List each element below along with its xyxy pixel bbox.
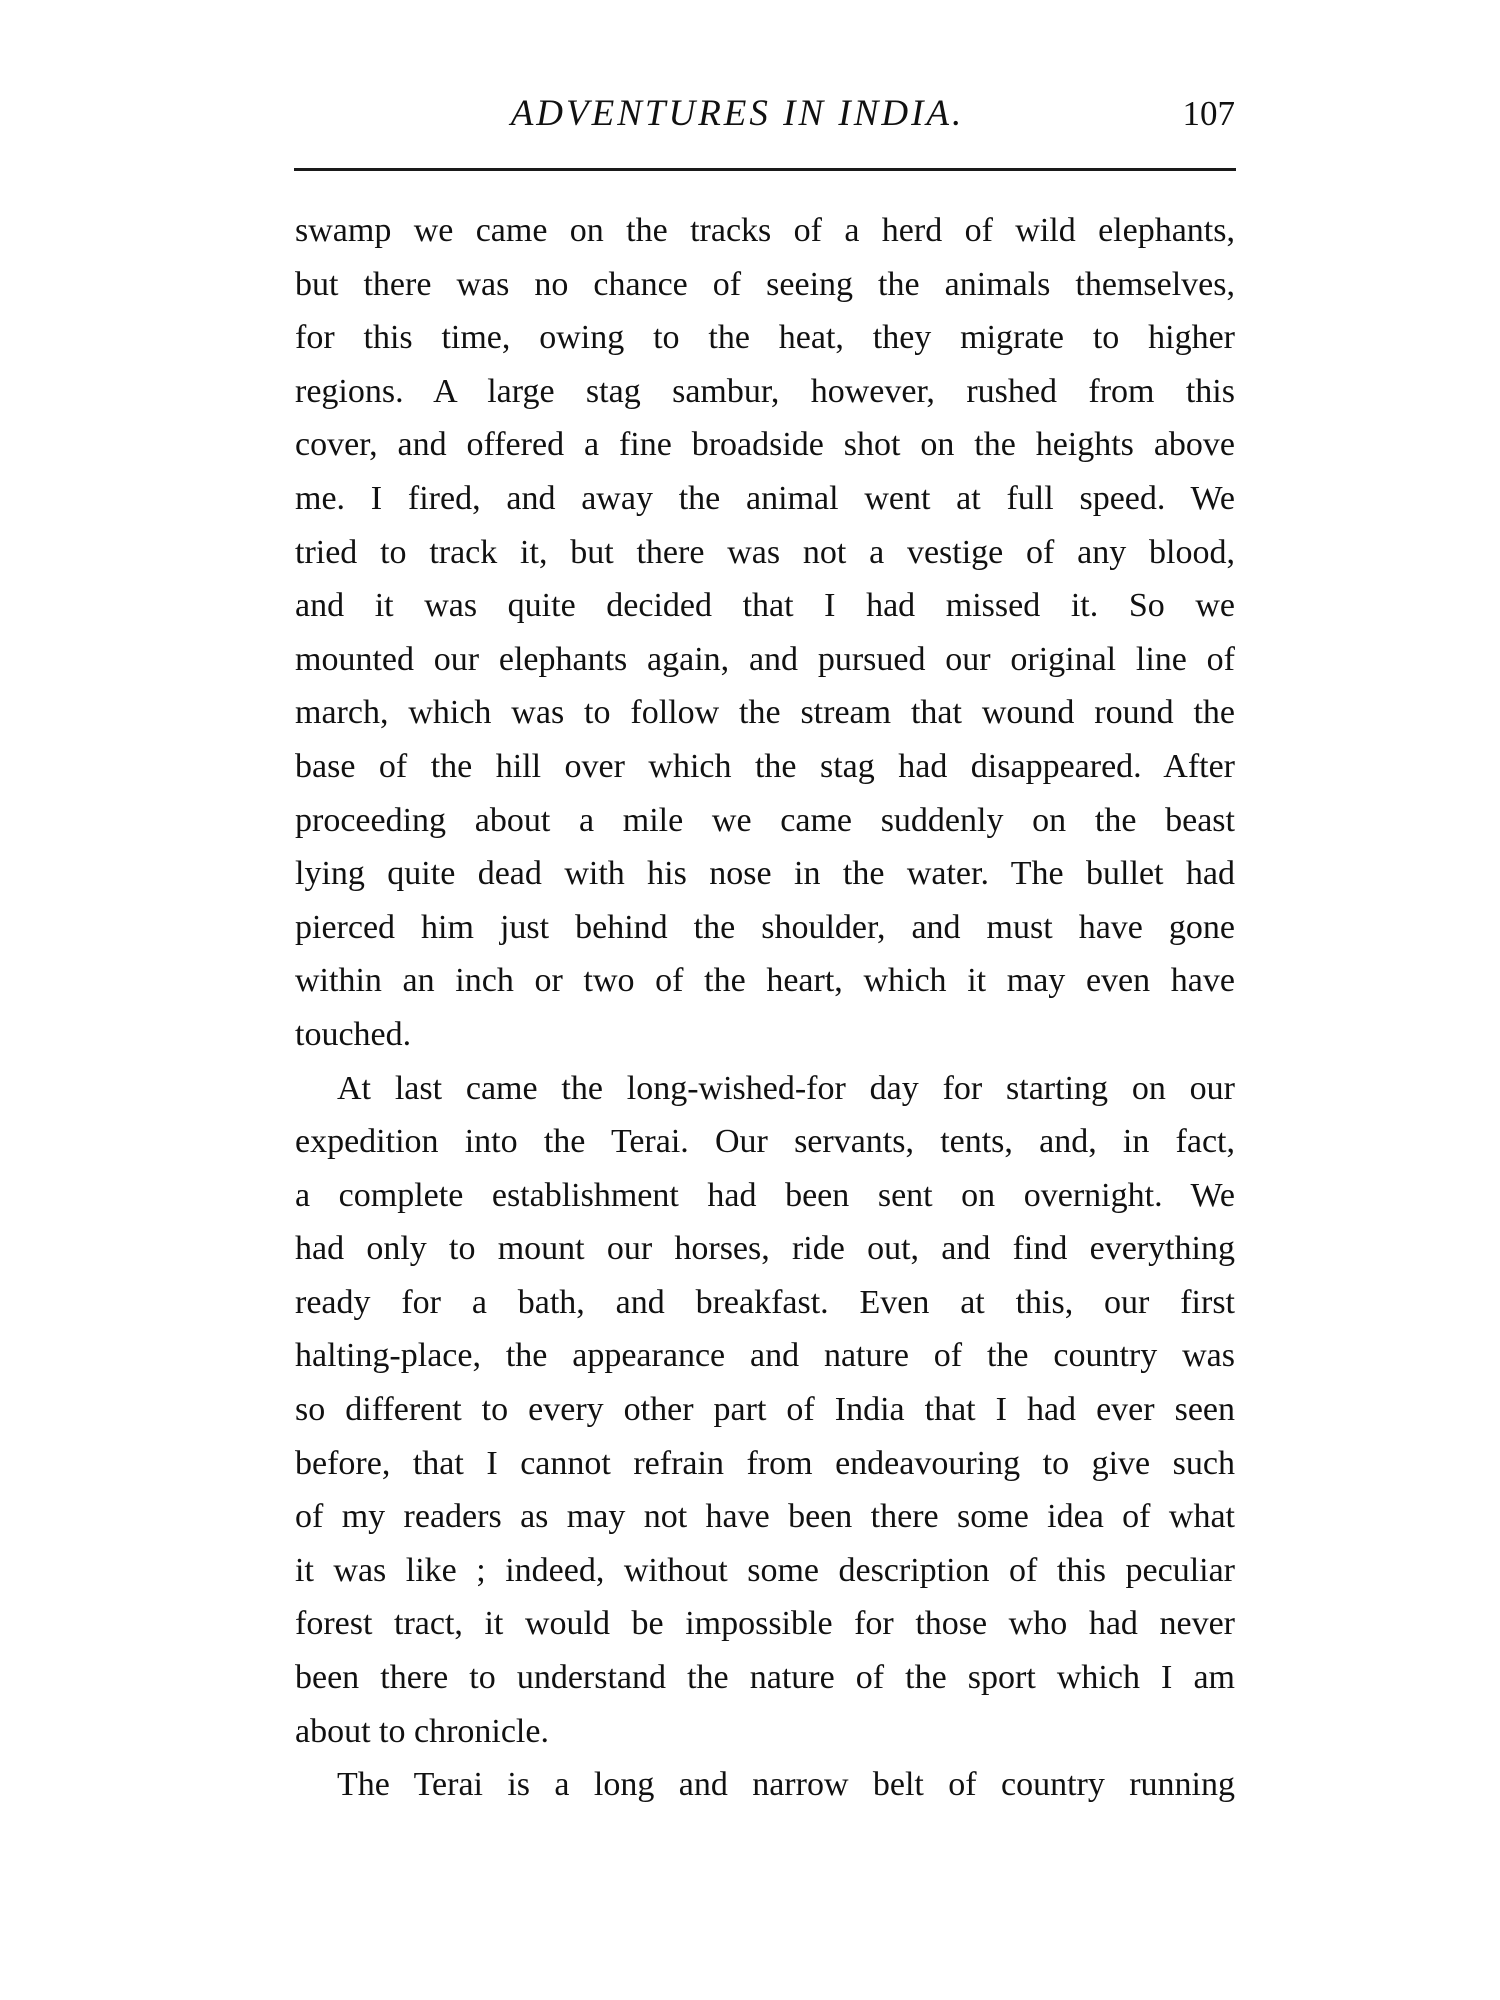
- text-line: of my readers as may not have been there some idea of what: [295, 1498, 1235, 1536]
- body-text: [295, 204, 1235, 1812]
- text-line: within an inch or two of the heart, which it may even have: [295, 962, 1235, 1000]
- text-line: cover, and offered a fine broadside shot on the heights above: [295, 426, 1235, 464]
- text-line: expedition into the Terai. Our servants, tents, and, in fact,: [295, 1123, 1235, 1161]
- text-line: march, which was to follow the stream that wound round the: [295, 694, 1235, 732]
- text-line: and it was quite decided that I had missed it. So we: [295, 587, 1235, 625]
- text-line: pierced him just behind the shoulder, and must have gone: [295, 908, 1235, 946]
- text-line: base of the hill over which the stag had disappeared. After: [295, 747, 1235, 785]
- text-line: swamp we came on the tracks of a herd of wild elephants,: [295, 212, 1235, 249]
- header-rule: [294, 168, 1236, 171]
- text-line: touched.: [295, 1015, 412, 1053]
- text-line: lying quite dead with his nose in the water. The bullet had: [295, 855, 1235, 893]
- text-line: been there to understand the nature of the sport which I am: [295, 1659, 1235, 1697]
- text-line: but there was no chance of seeing the animals themselves,: [295, 265, 1235, 303]
- text-line: had only to mount our horses, ride out, and find everything: [295, 1230, 1235, 1268]
- running-title: ADVENTURES IN INDIA.: [510, 93, 965, 134]
- text-line: me. I fired, and away the animal went at full speed. We: [295, 479, 1235, 517]
- text-line: it was like ; indeed, without some description of this peculiar: [295, 1551, 1235, 1589]
- text-line: before, that I cannot refrain from endeavouring to give such: [295, 1444, 1235, 1482]
- text-line: halting-place, the appearance and nature of the country was: [295, 1337, 1235, 1375]
- paragraph-3: [295, 1758, 1235, 1812]
- text-line: forest tract, it would be impossible for those who had never: [295, 1605, 1235, 1643]
- text-line: proceeding about a mile we came suddenly on the beast: [295, 801, 1235, 839]
- text-line: regions. A large stag sambur, however, rushed from this: [295, 372, 1235, 410]
- text-line: about to chronicle.: [295, 1712, 549, 1750]
- paragraph-1: [295, 204, 1235, 1062]
- text-line: At last came the long-wished-for day for starting on our: [337, 1069, 1235, 1107]
- text-line: a complete establishment had been sent on overnight. We: [295, 1176, 1235, 1214]
- text-line: so different to every other part of India that I had ever seen: [295, 1391, 1235, 1429]
- text-line: The Terai is a long and narrow belt of country running: [337, 1766, 1235, 1804]
- paragraph-2: [295, 1062, 1235, 1759]
- text-line: ready for a bath, and breakfast. Even at this, our first: [295, 1283, 1235, 1321]
- text-line: mounted our elephants again, and pursued our original line of: [295, 640, 1235, 678]
- running-head: [295, 92, 1235, 142]
- text-line: for this time, owing to the heat, they migrate to higher: [295, 319, 1235, 357]
- page-number: 107: [1182, 94, 1235, 133]
- text-line: tried to track it, but there was not a vestige of any blood,: [295, 533, 1235, 571]
